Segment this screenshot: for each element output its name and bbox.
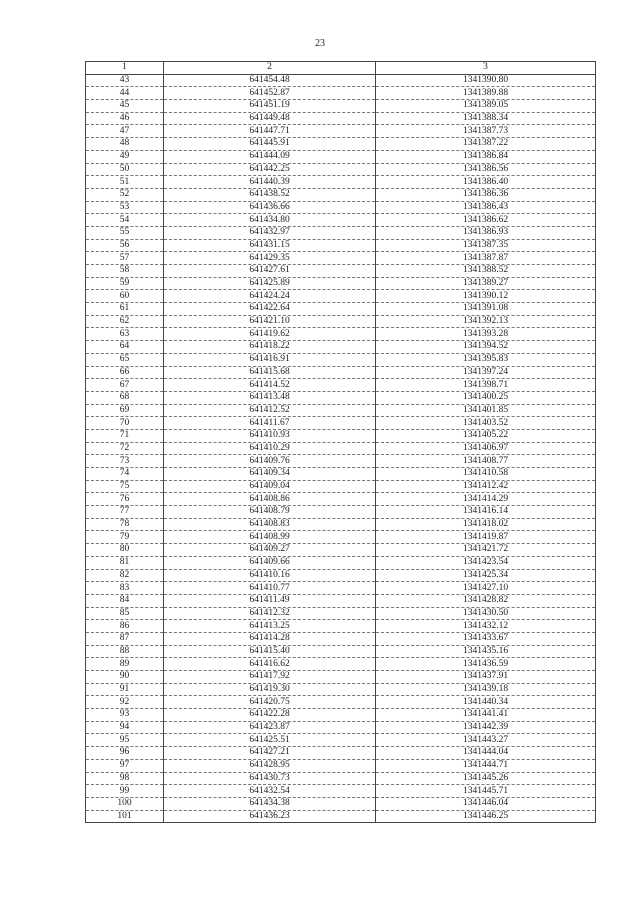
point-number-cell: 74 <box>86 468 164 481</box>
point-number-cell: 78 <box>86 518 164 531</box>
x-coordinate-cell: 641410.29 <box>164 442 376 455</box>
table-row <box>86 176 596 189</box>
table-row <box>86 632 596 645</box>
point-number-cell: 86 <box>86 620 164 633</box>
point-number-cell: 53 <box>86 201 164 214</box>
x-coordinate-cell: 641410.16 <box>164 569 376 582</box>
table-row <box>86 671 596 684</box>
y-coordinate-cell: 1341437.91 <box>376 671 596 684</box>
y-coordinate-cell: 1341421.72 <box>376 544 596 557</box>
table-row <box>86 747 596 760</box>
x-coordinate-cell: 641428.95 <box>164 759 376 772</box>
y-coordinate-cell: 1341391.08 <box>376 303 596 316</box>
point-number-cell: 91 <box>86 683 164 696</box>
y-coordinate-cell: 1341433.67 <box>376 632 596 645</box>
table-row <box>86 417 596 430</box>
y-coordinate-cell: 1341388.52 <box>376 265 596 278</box>
x-coordinate-cell: 641430.73 <box>164 772 376 785</box>
x-coordinate-cell: 641436.66 <box>164 201 376 214</box>
x-coordinate-cell: 641411.49 <box>164 594 376 607</box>
y-coordinate-cell: 1341410.58 <box>376 468 596 481</box>
x-coordinate-cell: 641444.09 <box>164 150 376 163</box>
y-coordinate-cell: 1341386.84 <box>376 150 596 163</box>
y-coordinate-cell: 1341445.26 <box>376 772 596 785</box>
table-row <box>86 607 596 620</box>
y-coordinate-cell: 1341446.25 <box>376 810 596 823</box>
point-number-cell: 87 <box>86 632 164 645</box>
column-header-3: 3 <box>376 62 596 75</box>
y-coordinate-cell: 1341395.83 <box>376 353 596 366</box>
table-row <box>86 645 596 658</box>
table-row <box>86 239 596 252</box>
x-coordinate-cell: 641409.66 <box>164 556 376 569</box>
table-row <box>86 366 596 379</box>
table-row <box>86 290 596 303</box>
table-row <box>86 658 596 671</box>
y-coordinate-cell: 1341387.73 <box>376 125 596 138</box>
table-row <box>86 810 596 823</box>
x-coordinate-cell: 641422.64 <box>164 303 376 316</box>
x-coordinate-cell: 641409.34 <box>164 468 376 481</box>
y-coordinate-cell: 1341432.12 <box>376 620 596 633</box>
point-number-cell: 95 <box>86 734 164 747</box>
x-coordinate-cell: 641438.52 <box>164 188 376 201</box>
point-number-cell: 83 <box>86 582 164 595</box>
y-coordinate-cell: 1341430.50 <box>376 607 596 620</box>
point-number-cell: 43 <box>86 74 164 87</box>
point-number-cell: 81 <box>86 556 164 569</box>
y-coordinate-cell: 1341405.22 <box>376 429 596 442</box>
y-coordinate-cell: 1341428.82 <box>376 594 596 607</box>
x-coordinate-cell: 641408.79 <box>164 506 376 519</box>
table-row <box>86 480 596 493</box>
x-coordinate-cell: 641432.97 <box>164 226 376 239</box>
x-coordinate-cell: 641434.38 <box>164 797 376 810</box>
table-row <box>86 125 596 138</box>
y-coordinate-cell: 1341444.71 <box>376 759 596 772</box>
y-coordinate-cell: 1341425.34 <box>376 569 596 582</box>
y-coordinate-cell: 1341406.97 <box>376 442 596 455</box>
point-number-cell: 61 <box>86 303 164 316</box>
point-number-cell: 96 <box>86 747 164 760</box>
table-row <box>86 518 596 531</box>
x-coordinate-cell: 641412.52 <box>164 404 376 417</box>
y-coordinate-cell: 1341389.27 <box>376 277 596 290</box>
y-coordinate-cell: 1341423.54 <box>376 556 596 569</box>
table-row <box>86 696 596 709</box>
table-row <box>86 442 596 455</box>
table-row <box>86 341 596 354</box>
x-coordinate-cell: 641421.10 <box>164 315 376 328</box>
point-number-cell: 100 <box>86 797 164 810</box>
table-row <box>86 201 596 214</box>
point-number-cell: 51 <box>86 176 164 189</box>
y-coordinate-cell: 1341397.24 <box>376 366 596 379</box>
table-row <box>86 100 596 113</box>
y-coordinate-cell: 1341386.43 <box>376 201 596 214</box>
point-number-cell: 69 <box>86 404 164 417</box>
point-number-cell: 50 <box>86 163 164 176</box>
table-row <box>86 594 596 607</box>
point-number-cell: 62 <box>86 315 164 328</box>
y-coordinate-cell: 1341427.10 <box>376 582 596 595</box>
y-coordinate-cell: 1341408.77 <box>376 455 596 468</box>
x-coordinate-cell: 641452.87 <box>164 87 376 100</box>
table-row <box>86 569 596 582</box>
point-number-cell: 47 <box>86 125 164 138</box>
x-coordinate-cell: 641412.32 <box>164 607 376 620</box>
column-header-1: 1 <box>86 62 164 75</box>
table-row <box>86 734 596 747</box>
table-row <box>86 303 596 316</box>
x-coordinate-cell: 641408.86 <box>164 493 376 506</box>
y-coordinate-cell: 1341386.62 <box>376 214 596 227</box>
point-number-cell: 58 <box>86 265 164 278</box>
table-row <box>86 759 596 772</box>
y-coordinate-cell: 1341441.41 <box>376 709 596 722</box>
point-number-cell: 93 <box>86 709 164 722</box>
y-coordinate-cell: 1341436.59 <box>376 658 596 671</box>
x-coordinate-cell: 641442.25 <box>164 163 376 176</box>
y-coordinate-cell: 1341387.87 <box>376 252 596 265</box>
point-number-cell: 52 <box>86 188 164 201</box>
x-coordinate-cell: 641432.54 <box>164 785 376 798</box>
point-number-cell: 101 <box>86 810 164 823</box>
table-row <box>86 226 596 239</box>
point-number-cell: 66 <box>86 366 164 379</box>
x-coordinate-cell: 641419.30 <box>164 683 376 696</box>
table-row <box>86 353 596 366</box>
x-coordinate-cell: 641413.25 <box>164 620 376 633</box>
table-row <box>86 709 596 722</box>
y-coordinate-cell: 1341400.25 <box>376 391 596 404</box>
x-coordinate-cell: 641409.04 <box>164 480 376 493</box>
x-coordinate-cell: 641427.21 <box>164 747 376 760</box>
table-row <box>86 315 596 328</box>
x-coordinate-cell: 641408.99 <box>164 531 376 544</box>
table-row <box>86 265 596 278</box>
table-row <box>86 391 596 404</box>
point-number-cell: 45 <box>86 100 164 113</box>
x-coordinate-cell: 641445.91 <box>164 138 376 151</box>
x-coordinate-cell: 641419.62 <box>164 328 376 341</box>
x-coordinate-cell: 641420.75 <box>164 696 376 709</box>
y-coordinate-cell: 1341387.22 <box>376 138 596 151</box>
x-coordinate-cell: 641414.52 <box>164 379 376 392</box>
point-number-cell: 68 <box>86 391 164 404</box>
table-row <box>86 138 596 151</box>
y-coordinate-cell: 1341389.88 <box>376 87 596 100</box>
point-number-cell: 80 <box>86 544 164 557</box>
x-coordinate-cell: 641440.39 <box>164 176 376 189</box>
x-coordinate-cell: 641410.77 <box>164 582 376 595</box>
point-number-cell: 56 <box>86 239 164 252</box>
table-row <box>86 188 596 201</box>
point-number-cell: 85 <box>86 607 164 620</box>
x-coordinate-cell: 641416.91 <box>164 353 376 366</box>
table-row <box>86 252 596 265</box>
point-number-cell: 49 <box>86 150 164 163</box>
point-number-cell: 90 <box>86 671 164 684</box>
table-row <box>86 404 596 417</box>
y-coordinate-cell: 1341394.52 <box>376 341 596 354</box>
table-row <box>86 544 596 557</box>
y-coordinate-cell: 1341390.80 <box>376 74 596 87</box>
table-row <box>86 87 596 100</box>
table-row <box>86 683 596 696</box>
y-coordinate-cell: 1341388.34 <box>376 112 596 125</box>
y-coordinate-cell: 1341419.87 <box>376 531 596 544</box>
y-coordinate-cell: 1341445.71 <box>376 785 596 798</box>
table-row <box>86 112 596 125</box>
point-number-cell: 67 <box>86 379 164 392</box>
table-row <box>86 772 596 785</box>
point-number-cell: 63 <box>86 328 164 341</box>
x-coordinate-cell: 641422.28 <box>164 709 376 722</box>
point-number-cell: 77 <box>86 506 164 519</box>
point-number-cell: 48 <box>86 138 164 151</box>
y-coordinate-cell: 1341401.85 <box>376 404 596 417</box>
x-coordinate-cell: 641415.68 <box>164 366 376 379</box>
x-coordinate-cell: 641425.89 <box>164 277 376 290</box>
x-coordinate-cell: 641416.62 <box>164 658 376 671</box>
table-row <box>86 620 596 633</box>
y-coordinate-cell: 1341443.27 <box>376 734 596 747</box>
y-coordinate-cell: 1341416.14 <box>376 506 596 519</box>
table-row <box>86 468 596 481</box>
y-coordinate-cell: 1341386.93 <box>376 226 596 239</box>
x-coordinate-cell: 641417.92 <box>164 671 376 684</box>
point-number-cell: 88 <box>86 645 164 658</box>
y-coordinate-cell: 1341439.18 <box>376 683 596 696</box>
table-row <box>86 582 596 595</box>
y-coordinate-cell: 1341387.35 <box>376 239 596 252</box>
table-body <box>86 74 596 823</box>
table-row <box>86 721 596 734</box>
point-number-cell: 84 <box>86 594 164 607</box>
y-coordinate-cell: 1341440.34 <box>376 696 596 709</box>
table-row <box>86 74 596 87</box>
y-coordinate-cell: 1341392.13 <box>376 315 596 328</box>
y-coordinate-cell: 1341390.12 <box>376 290 596 303</box>
y-coordinate-cell: 1341418.02 <box>376 518 596 531</box>
point-number-cell: 54 <box>86 214 164 227</box>
x-coordinate-cell: 641425.51 <box>164 734 376 747</box>
point-number-cell: 92 <box>86 696 164 709</box>
table-row <box>86 150 596 163</box>
y-coordinate-cell: 1341444.04 <box>376 747 596 760</box>
y-coordinate-cell: 1341386.40 <box>376 176 596 189</box>
x-coordinate-cell: 641415.40 <box>164 645 376 658</box>
table-row <box>86 328 596 341</box>
x-coordinate-cell: 641449.48 <box>164 112 376 125</box>
x-coordinate-cell: 641436.23 <box>164 810 376 823</box>
table-row <box>86 455 596 468</box>
coordinates-table <box>85 61 596 823</box>
y-coordinate-cell: 1341386.56 <box>376 163 596 176</box>
table-row <box>86 277 596 290</box>
point-number-cell: 73 <box>86 455 164 468</box>
table-row <box>86 531 596 544</box>
point-number-cell: 65 <box>86 353 164 366</box>
table-row <box>86 797 596 810</box>
point-number-cell: 82 <box>86 569 164 582</box>
x-coordinate-cell: 641451.19 <box>164 100 376 113</box>
point-number-cell: 60 <box>86 290 164 303</box>
y-coordinate-cell: 1341403.52 <box>376 417 596 430</box>
table-header-row <box>86 62 596 75</box>
table-row <box>86 493 596 506</box>
table-row <box>86 214 596 227</box>
x-coordinate-cell: 641413.48 <box>164 391 376 404</box>
point-number-cell: 89 <box>86 658 164 671</box>
x-coordinate-cell: 641408.83 <box>164 518 376 531</box>
x-coordinate-cell: 641454.48 <box>164 74 376 87</box>
x-coordinate-cell: 641423.87 <box>164 721 376 734</box>
point-number-cell: 98 <box>86 772 164 785</box>
x-coordinate-cell: 641418.22 <box>164 341 376 354</box>
point-number-cell: 79 <box>86 531 164 544</box>
x-coordinate-cell: 641427.61 <box>164 265 376 278</box>
y-coordinate-cell: 1341393.28 <box>376 328 596 341</box>
table-row <box>86 506 596 519</box>
x-coordinate-cell: 641429.35 <box>164 252 376 265</box>
point-number-cell: 72 <box>86 442 164 455</box>
point-number-cell: 57 <box>86 252 164 265</box>
x-coordinate-cell: 641409.27 <box>164 544 376 557</box>
point-number-cell: 97 <box>86 759 164 772</box>
x-coordinate-cell: 641434.80 <box>164 214 376 227</box>
point-number-cell: 71 <box>86 429 164 442</box>
point-number-cell: 76 <box>86 493 164 506</box>
point-number-cell: 46 <box>86 112 164 125</box>
point-number-cell: 70 <box>86 417 164 430</box>
point-number-cell: 64 <box>86 341 164 354</box>
point-number-cell: 44 <box>86 87 164 100</box>
table-row <box>86 379 596 392</box>
y-coordinate-cell: 1341389.05 <box>376 100 596 113</box>
table-row <box>86 556 596 569</box>
x-coordinate-cell: 641447.71 <box>164 125 376 138</box>
x-coordinate-cell: 641409.76 <box>164 455 376 468</box>
point-number-cell: 94 <box>86 721 164 734</box>
y-coordinate-cell: 1341414.29 <box>376 493 596 506</box>
x-coordinate-cell: 641410.93 <box>164 429 376 442</box>
point-number-cell: 75 <box>86 480 164 493</box>
table-row <box>86 429 596 442</box>
y-coordinate-cell: 1341442.39 <box>376 721 596 734</box>
point-number-cell: 59 <box>86 277 164 290</box>
y-coordinate-cell: 1341398.71 <box>376 379 596 392</box>
x-coordinate-cell: 641431.15 <box>164 239 376 252</box>
x-coordinate-cell: 641414.28 <box>164 632 376 645</box>
point-number-cell: 99 <box>86 785 164 798</box>
y-coordinate-cell: 1341446.04 <box>376 797 596 810</box>
x-coordinate-cell: 641411.67 <box>164 417 376 430</box>
y-coordinate-cell: 1341386.36 <box>376 188 596 201</box>
column-header-2: 2 <box>164 62 376 75</box>
y-coordinate-cell: 1341435.16 <box>376 645 596 658</box>
y-coordinate-cell: 1341412.42 <box>376 480 596 493</box>
table-row <box>86 785 596 798</box>
x-coordinate-cell: 641424.24 <box>164 290 376 303</box>
table-row <box>86 163 596 176</box>
page-number: 23 <box>315 38 325 49</box>
point-number-cell: 55 <box>86 226 164 239</box>
